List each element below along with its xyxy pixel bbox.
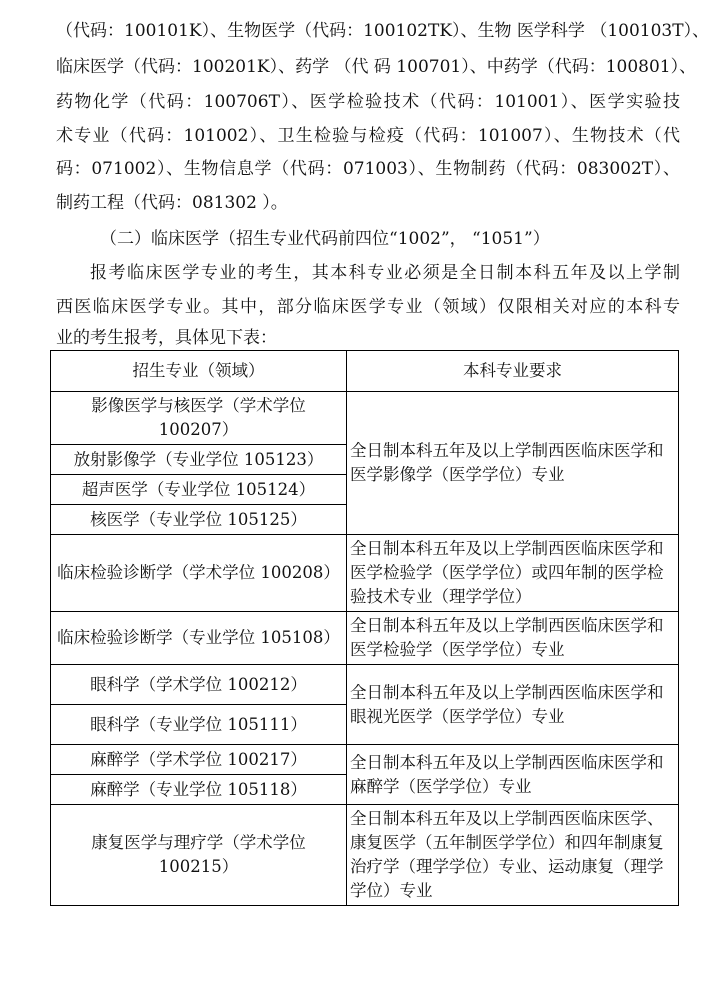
requirement-cell: 全日制本科五年及以上学制西医临床医学、康复医学（五年制医学学位）和四年制康复治疗学（理学学位）专业、运动康复（理学学位）专业 <box>347 805 679 906</box>
major-cell: 影像医学与核医学（学术学位 100207） <box>51 392 347 445</box>
requirement-cell: 全日制本科五年及以上学制西医临床医学和医学检验学（医学学位）专业 <box>347 612 679 665</box>
intro-line-3: 药物化学（代码：100706T）、医学检验技术（代码：101001）、医学实验技 <box>56 92 680 112</box>
intro-line-4: 术专业（代码：101002）、卫生检验与检疫（代码：101007）、生物技术（代 <box>56 126 680 146</box>
intro-line-2: 临床医学（代码：100201K）、药学 （代 码 100701）、中药学（代码：100801）、 <box>56 57 697 77</box>
major-cell: 麻醉学（学术学位 100217） <box>51 745 347 775</box>
major-cell: 临床检验诊断学（专业学位 105108） <box>51 612 347 665</box>
table-row <box>51 612 679 665</box>
major-cell: 眼科学（专业学位 105111） <box>51 705 347 745</box>
major-cell: 康复医学与理疗学（学术学位 100215） <box>51 805 347 906</box>
major-cell: 麻醉学（专业学位 105118） <box>51 775 347 805</box>
requirement-cell: 全日制本科五年及以上学制西医临床医学和医学影像学（医学学位）专业 <box>347 392 679 535</box>
paragraph-line-3: 业的考生报考，具体见下表： <box>56 328 277 348</box>
header-major: 招生专业（领域） <box>51 351 347 392</box>
major-cell: 眼科学（学术学位 100212） <box>51 665 347 705</box>
table-row <box>51 745 679 775</box>
major-cell: 放射影像学（专业学位 105123） <box>51 445 347 475</box>
table-row <box>51 392 679 445</box>
intro-line-1: （代码：100101K）、生物医学（代码：100102TK）、生物 医学科学 （100103T）、 <box>56 21 710 41</box>
requirements-table <box>50 350 679 906</box>
requirement-cell: 全日制本科五年及以上学制西医临床医学和眼视光医学（医学学位）专业 <box>347 665 679 745</box>
requirement-cell: 全日制本科五年及以上学制西医临床医学和医学检验学（医学学位）或四年制的医学检验技术专业（理学学位） <box>347 535 679 612</box>
major-cell: 超声医学（专业学位 105124） <box>51 475 347 505</box>
requirement-cell: 全日制本科五年及以上学制西医临床医学和麻醉学（医学学位）专业 <box>347 745 679 805</box>
header-requirement: 本科专业要求 <box>347 351 679 392</box>
major-cell: 临床检验诊断学（学术学位 100208） <box>51 535 347 612</box>
paragraph-line-1: 报考临床医学专业的考生，其本科专业必须是全日制本科五年及以上学制 <box>90 263 680 283</box>
table-row <box>51 805 679 906</box>
section-heading: （二）临床医学（招生专业代码前四位“1002”， “1051”） <box>100 229 550 249</box>
intro-line-5: 码：071002）、生物信息学（代码：071003）、生物制药（代码：083002T）、 <box>56 159 680 179</box>
intro-line-6: 制药工程（代码：081302 ）。 <box>56 193 288 213</box>
table-row <box>51 535 679 612</box>
major-cell: 核医学（专业学位 105125） <box>51 505 347 535</box>
table-row <box>51 665 679 705</box>
table-header-row <box>51 351 679 392</box>
paragraph-line-2: 西医临床医学专业。其中，部分临床医学专业（领域）仅限相关对应的本科专 <box>56 297 680 317</box>
